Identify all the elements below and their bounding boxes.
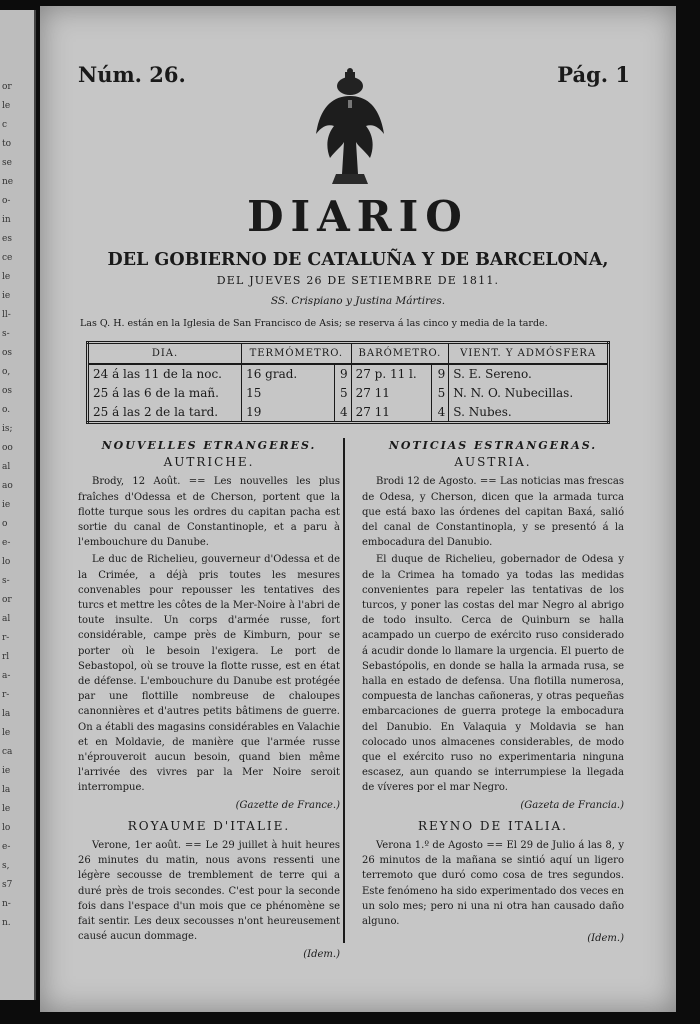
article-paragraph: Verona 1.º de Agosto == El 29 de Julio á las 8, y 26 minutos de la mañana se sintió aquí un ligero terremoto que duró como cosa de tres segundos. Este fenómeno ha sido experimentado dos veces en un solo mes; pero ni una ni otra han causado daño alguno. bbox=[362, 840, 624, 928]
article-paragraph: Brodi 12 de Agosto. == Las noticias mas frescas de Odesa, y Cherson, dicen que la armada turca que está baxo las órdenes del capitan Baxá, salió del canal de Constantinopla, y se presentó á la embocadura del Danubio. bbox=[362, 476, 624, 549]
weather-header-row bbox=[88, 343, 609, 365]
viento-cell: N. N. O. Nubecillas. bbox=[453, 385, 574, 400]
facing-page-fragment: ao bbox=[2, 481, 13, 491]
facing-page-fragment: os bbox=[2, 386, 13, 396]
facing-page-fragment: ne bbox=[2, 177, 14, 187]
termo-sub-cell: 5 bbox=[334, 384, 351, 403]
facing-page-fragment: le bbox=[2, 728, 11, 738]
facing-page-fragment: al bbox=[2, 462, 11, 472]
left-facing-page bbox=[0, 10, 36, 1000]
baro-cell: 27 11 bbox=[351, 384, 432, 403]
page-number: Pág. 1 bbox=[557, 62, 630, 87]
issue-date: DEL JUEVES 26 DE SETIEMBRE DE 1811. bbox=[216, 274, 500, 287]
termo-cell: 16 grad. bbox=[242, 364, 335, 384]
article-paragraph: Le duc de Richelieu, gouverneur d'Odessa et de la Crimée, a déjà pris toutes les mesures convenables pour repousser les tentatives des turcs et mettre les côtes de la Mer-Noire à l'abri de toute insulte. Un corps d'armée russe, fort considérable, campe près de Kimburn, pour se porter où le besoin l'exigera. Le port de Sebastopol, où se trouve la flotte russe, est en état de défense. L'embouchure du Danube est protégée par une flottille nombreuse de chaloupes canonnières et d'autres petits bâtimens de guerre. On a établi des magasins considérables en Valachie et en Moldavie, de manière que l'armée russe n'éprouveroit aucun besoin, quand bien même l'arrivée des vivres par la Mer Noire seroit interrompue. bbox=[78, 554, 340, 794]
dia-cell: 25 á las 6 de la mañ. bbox=[88, 384, 242, 403]
article-paragraph: Brody, 12 Août. == Les nouvelles les plus fraîches d'Odessa et de Cherson, portent que la flotte turque sous les ordres du capitan pacha est sortie du canal de Constantinople, et a paru à l'embouchure du Danube. bbox=[78, 476, 340, 549]
french-column bbox=[78, 438, 340, 962]
termo-cell: 15 bbox=[242, 384, 335, 403]
facing-page-fragment: e- bbox=[2, 842, 11, 852]
facing-page-fragment: le bbox=[2, 272, 11, 282]
baro-sub-cell: 5 bbox=[432, 384, 449, 403]
section-heading: NOUVELLES ETRANGERES. bbox=[101, 439, 317, 452]
country-heading: AUSTRIA. bbox=[454, 455, 532, 470]
facing-page-fragment: in bbox=[2, 215, 11, 225]
facing-page-fragment: al bbox=[2, 614, 11, 624]
facing-page-fragment: le bbox=[2, 804, 11, 814]
dia-cell: 25 á las 2 de la tard. bbox=[88, 402, 242, 422]
header-viento: VIENT. Y ADMÓSFERA bbox=[449, 343, 609, 365]
facing-page-fragment: to bbox=[2, 139, 12, 149]
country-heading: REYNO DE ITALIA. bbox=[417, 818, 568, 833]
facing-page-fragment: o- bbox=[2, 196, 11, 206]
facing-page-fragment: es bbox=[2, 234, 12, 244]
baro-sub-cell: 4 bbox=[432, 402, 449, 422]
baro-cell: 27 11 bbox=[351, 402, 432, 422]
facing-page-fragment: lo bbox=[2, 557, 11, 567]
issue-number: Núm. 26. bbox=[78, 62, 186, 87]
facing-page-fragment: ll- bbox=[2, 310, 11, 320]
facing-page-fragment: oo bbox=[2, 443, 13, 453]
facing-page-fragment: s- bbox=[2, 576, 10, 586]
termo-sub-cell: 4 bbox=[334, 402, 351, 422]
viento-cell: S. Nubes. bbox=[453, 404, 512, 419]
facing-page-fragment: o bbox=[2, 519, 8, 529]
newspaper-subtitle: DEL GOBIERNO DE CATALUÑA Y DE BARCELONA, bbox=[107, 250, 609, 270]
facing-page-fragment: rl bbox=[2, 652, 10, 662]
facing-page-fragment: n. bbox=[2, 918, 11, 928]
facing-page-fragment: o, bbox=[2, 367, 11, 377]
facing-page-fragment: a- bbox=[2, 671, 11, 681]
facing-page-fragment: or bbox=[2, 82, 12, 92]
weather-row bbox=[88, 384, 609, 403]
viento-cell: S. E. Sereno. bbox=[453, 367, 532, 382]
newspaper-page bbox=[40, 6, 676, 1012]
spanish-column bbox=[362, 438, 624, 947]
facing-page-fragment: s, bbox=[2, 861, 10, 871]
facing-page-fragment: is; bbox=[2, 424, 13, 434]
article-source: (Gazette de France.) bbox=[235, 799, 340, 811]
baro-cell: 27 p. 11 l. bbox=[351, 364, 432, 384]
termo-cell: 19 bbox=[242, 402, 335, 422]
weather-row bbox=[88, 364, 609, 384]
facing-page-fragment: o. bbox=[2, 405, 11, 415]
weather-table bbox=[86, 341, 610, 424]
facing-page-fragment: r- bbox=[2, 690, 10, 700]
article-source: (Idem.) bbox=[303, 948, 340, 960]
header-termometro: TERMÓMETRO. bbox=[242, 343, 352, 365]
facing-page-fragment: e- bbox=[2, 538, 11, 548]
country-heading: AUTRICHE. bbox=[163, 455, 255, 470]
facing-page-fragment: lo bbox=[2, 823, 11, 833]
newspaper-title: DIARIO bbox=[247, 192, 469, 241]
eagle-emblem-icon bbox=[312, 66, 388, 190]
baro-sub-cell: 9 bbox=[432, 364, 449, 384]
facing-page-fragment: s7 bbox=[2, 880, 13, 890]
section-heading: NOTICIAS ESTRANGERAS. bbox=[388, 439, 598, 452]
facing-page-fragment: ca bbox=[2, 747, 13, 757]
facing-page-fragment: os bbox=[2, 348, 13, 358]
facing-page-fragment: c bbox=[2, 120, 8, 130]
facing-page-fragment: n- bbox=[2, 899, 11, 909]
article-source: (Idem.) bbox=[587, 933, 624, 945]
dia-cell: 24 á las 11 de la noc. bbox=[88, 364, 242, 384]
facing-page-fragment: la bbox=[2, 785, 11, 795]
church-notice: Las Q. H. están en la Iglesia de San Francisco de Asis; se reserva á las cinco y media de la tarde. bbox=[80, 318, 548, 329]
article-source: (Gazeta de Francia.) bbox=[520, 799, 624, 811]
facing-page-fragment: ie bbox=[2, 766, 11, 776]
facing-page-fragment: se bbox=[2, 158, 12, 168]
facing-page-fragment: ce bbox=[2, 253, 13, 263]
country-heading: ROYAUME D'ITALIE. bbox=[127, 818, 291, 833]
facing-page-fragment: la bbox=[2, 709, 11, 719]
article-paragraph: Verone, 1er août. == Le 29 juillet à huit heures 26 minutes du matin, nous avons ressenti une légère secousse de tremblement de terre qui a duré près de trois secondes. C'est pour la seconde fois dans l'espace d'un mois que ce phénomène se fait sentir. Les deux secousses n'ont heureusement causé aucun dommage. bbox=[78, 840, 340, 943]
termo-sub-cell: 9 bbox=[334, 364, 351, 384]
facing-page-fragment: ie bbox=[2, 500, 11, 510]
header-barometro: BARÓMETRO. bbox=[351, 343, 449, 365]
weather-row bbox=[88, 402, 609, 422]
facing-page-fragment: or bbox=[2, 595, 12, 605]
facing-page-fragment: ie bbox=[2, 291, 11, 301]
facing-page-fragment: r- bbox=[2, 633, 10, 643]
facing-page-fragment: s- bbox=[2, 329, 10, 339]
column-divider bbox=[343, 438, 345, 943]
header-dia: DIA. bbox=[88, 343, 242, 365]
saints-of-the-day: SS. Crispiano y Justina Mártires. bbox=[270, 295, 446, 307]
article-paragraph: El duque de Richelieu, gobernador de Odesa y de la Crimea ha tomado ya todas las medidas convenientes para repeler las tentativas de los turcos, y poner las costas del mar Negro al abrigo de todo insulto. Cerca de Quinburn se halla acampado un cuerpo de exército ruso considerado á acudir donde lo llamare la urgencia. El puerto de Sebastópolis, en donde se halla la armada rusa, se halla en estado de defensa. Una flotilla numerosa, compuesta de lanchas cañoneras, y otras pequeñas embarcaciones de guerra protege la embocadura del Danubio. En Valaquia y Moldavia se han colocado unos almacenes considerables, de modo que el exército ruso no experimentaria ninguna escasez, aun quando se interrumpiese la llegada de víveres por el mar Negro. bbox=[362, 554, 624, 794]
facing-page-fragment: le bbox=[2, 101, 11, 111]
